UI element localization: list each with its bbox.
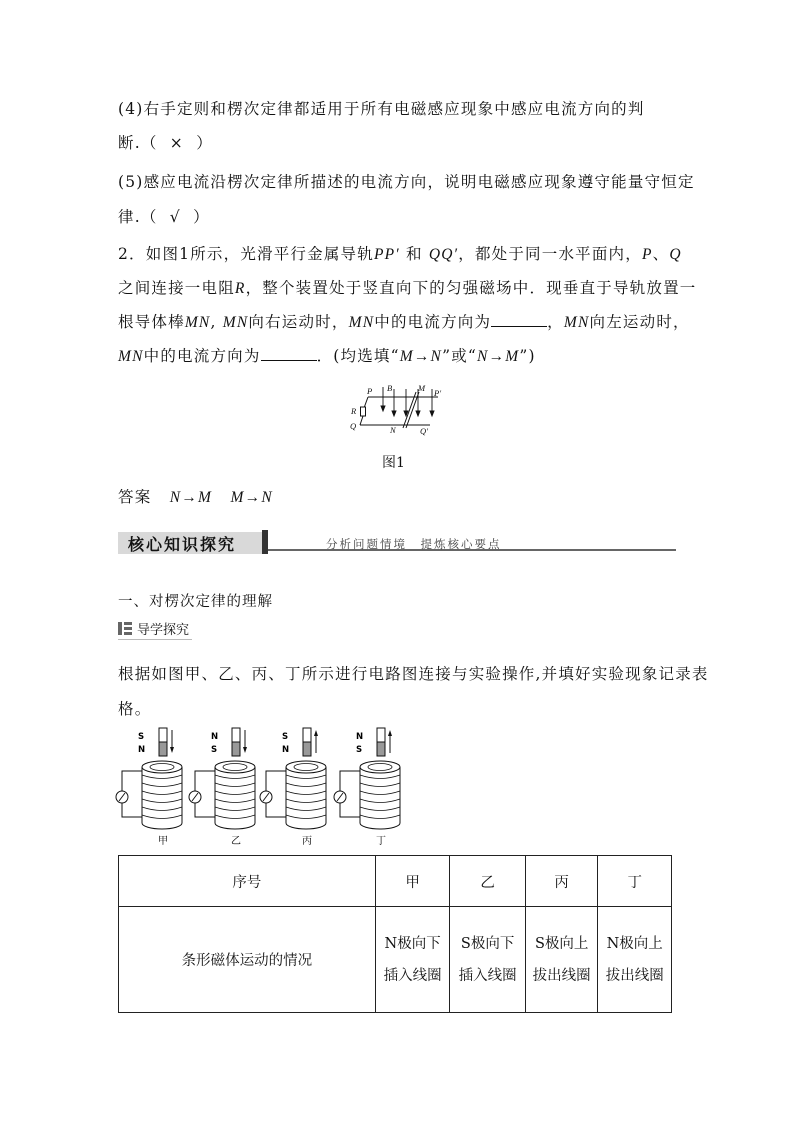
label-p: P [367,386,373,396]
q2-l3-b: , [210,313,217,331]
q2-mn: MN [222,314,249,331]
q2-l3-c: 向右运动时， [248,313,349,331]
q2-l2-b: ，整个装置处于竖直向下的匀强磁场中．现垂直于导轨放置一 [245,279,697,297]
q5-mark: √ [169,208,181,226]
cell-line: N极向下 [384,935,441,952]
intro-line2: 格。 [118,700,152,718]
pole-bottom-label: N [138,745,146,755]
q2-l4-a: 中的电流方向为 [143,347,261,365]
q4-line2 [118,131,213,153]
table-header-row [119,856,672,907]
answer-line [118,485,273,507]
label-m: M [418,383,426,393]
table-row-label: 条形磁体运动的情况 [119,907,376,1013]
table-cell [450,907,526,1013]
q5-line2 [118,205,210,227]
label-qp: Q′ [420,426,428,436]
answer-blank-1[interactable] [491,312,547,327]
q4-line1 [118,97,645,119]
table-cell [375,907,450,1013]
q2-p: P [641,246,653,263]
coil-ding [334,728,400,847]
pole-bottom-label: S [211,745,218,755]
q2-option-1: M→N [399,348,443,365]
pole-top-label: S [138,732,145,742]
q2-l4-d: ”) [519,347,536,365]
q2-l3-f: 向左运动时， [589,313,690,331]
q2-option-2: N→M [477,348,520,365]
q4-mark: × [169,134,184,152]
q5-text: 感应电流沿楞次定律所描述的电流方向，说明电磁感应现象遵守能量守恒定 [143,173,695,191]
q2-l3-e: ， [547,313,564,331]
label-pp: P′ [434,388,442,398]
resistor-r [361,407,366,416]
q5-text2: 律.（ [118,208,158,226]
tag-label: 导学探究 [137,623,190,638]
q2-q: Q [669,246,682,263]
label-n: N [390,425,396,435]
pole-top-label: N [211,732,219,742]
cell-line: 插入线圈 [458,967,517,984]
q2-line3 [118,310,690,332]
cell-line: N极向上 [606,935,663,952]
q5-line1 [118,170,695,192]
coil-label: 乙 [231,836,241,847]
q2-line4 [118,344,536,366]
answer-1: N→M [169,489,213,506]
coil-label: 丁 [376,836,386,847]
answer-label: 答案 [118,488,152,506]
arrow-down-icon [170,730,174,753]
cell-line: 插入线圈 [383,967,442,984]
label-q: Q [350,421,357,431]
pole-bottom-label: N [282,745,290,755]
table-header-cell: 丁 [598,856,672,907]
experiment-record-table [118,855,672,1013]
q2-mn: MN [184,314,211,331]
q2-l3-d: 中的电流方向为 [374,313,492,331]
q2-line2 [118,276,696,298]
cell-line: S极向上 [534,935,589,952]
q2-and: 和 [406,245,423,263]
section-title: 一、对楞次定律的理解 [118,594,273,610]
q2-l3-a: 根导体棒 [118,313,185,331]
coil-label: 丙 [302,836,312,847]
section-banner [118,532,268,554]
banner-subtitle: 分析问题情境 提炼核心要点 [326,537,502,551]
arrow-up-icon [388,730,392,753]
intro-line1: 根据如图甲、乙、丙、丁所示进行电路图连接与实验操作,并填好实验现象记录表 [118,665,709,683]
q2-sep: 、 [652,245,670,263]
table-row [119,907,672,1013]
pole-bottom-label: S [356,745,363,755]
cell-line: S极向下 [460,935,515,952]
cell-line: 拔出线圈 [605,967,664,984]
label-b: B [387,383,393,393]
q5-close: ） [193,208,210,226]
q4-text: 右手定则和楞次定律都适用于所有电磁感应现象中感应电流方向的判 [143,100,645,118]
pole-top-label: S [282,732,289,742]
figure-1-caption: 图1 [382,455,405,471]
coils-figure [112,722,412,850]
table-cell [598,907,672,1013]
q2-mn: MN [563,314,590,331]
q2-text-a: 2．如图1所示，光滑平行金属导轨 [118,245,374,263]
coil-jia [116,728,182,847]
table-header-cell: 乙 [450,856,526,907]
q2-r: R [234,280,246,297]
table-cell [525,907,598,1013]
q2-mn: MN [118,348,144,365]
cell-line: 拔出线圈 [532,967,591,984]
q2-l4-c: ”或“ [442,347,478,365]
label-r: R [351,406,357,416]
q2-mn: MN [348,314,375,331]
q4-close: ） [196,134,213,152]
answer-2: M→N [230,489,273,506]
q2-pp: PP′ [373,246,400,263]
q4-prefix: (4) [118,100,144,118]
table-header-cell: 序号 [119,856,376,907]
arrow-up-icon [314,730,318,753]
coil-yi [189,728,255,847]
q2-text-b: ，都处于同一水平面内， [458,245,642,263]
table-header-cell: 甲 [375,856,450,907]
q2-line1 [118,242,682,264]
q5-prefix: (5) [118,173,144,191]
table-header-cell: 丙 [525,856,598,907]
pole-top-label: N [356,732,364,742]
list-icon [118,622,132,635]
q2-l2-a: 之间连接一电阻 [118,279,235,297]
arrow-down-icon [243,730,247,753]
banner-title: 核心知识探究 [128,535,237,554]
coil-label: 甲 [158,836,168,847]
q2-qq: QQ′ [428,246,459,263]
answer-blank-2[interactable] [261,346,317,361]
coil-bing [260,728,326,847]
tag-underline [118,639,192,640]
q4-text2: 断.（ [118,134,158,152]
q2-l4-b: ．(均选填“ [316,347,400,365]
figure-1-rails-diagram [340,380,450,440]
